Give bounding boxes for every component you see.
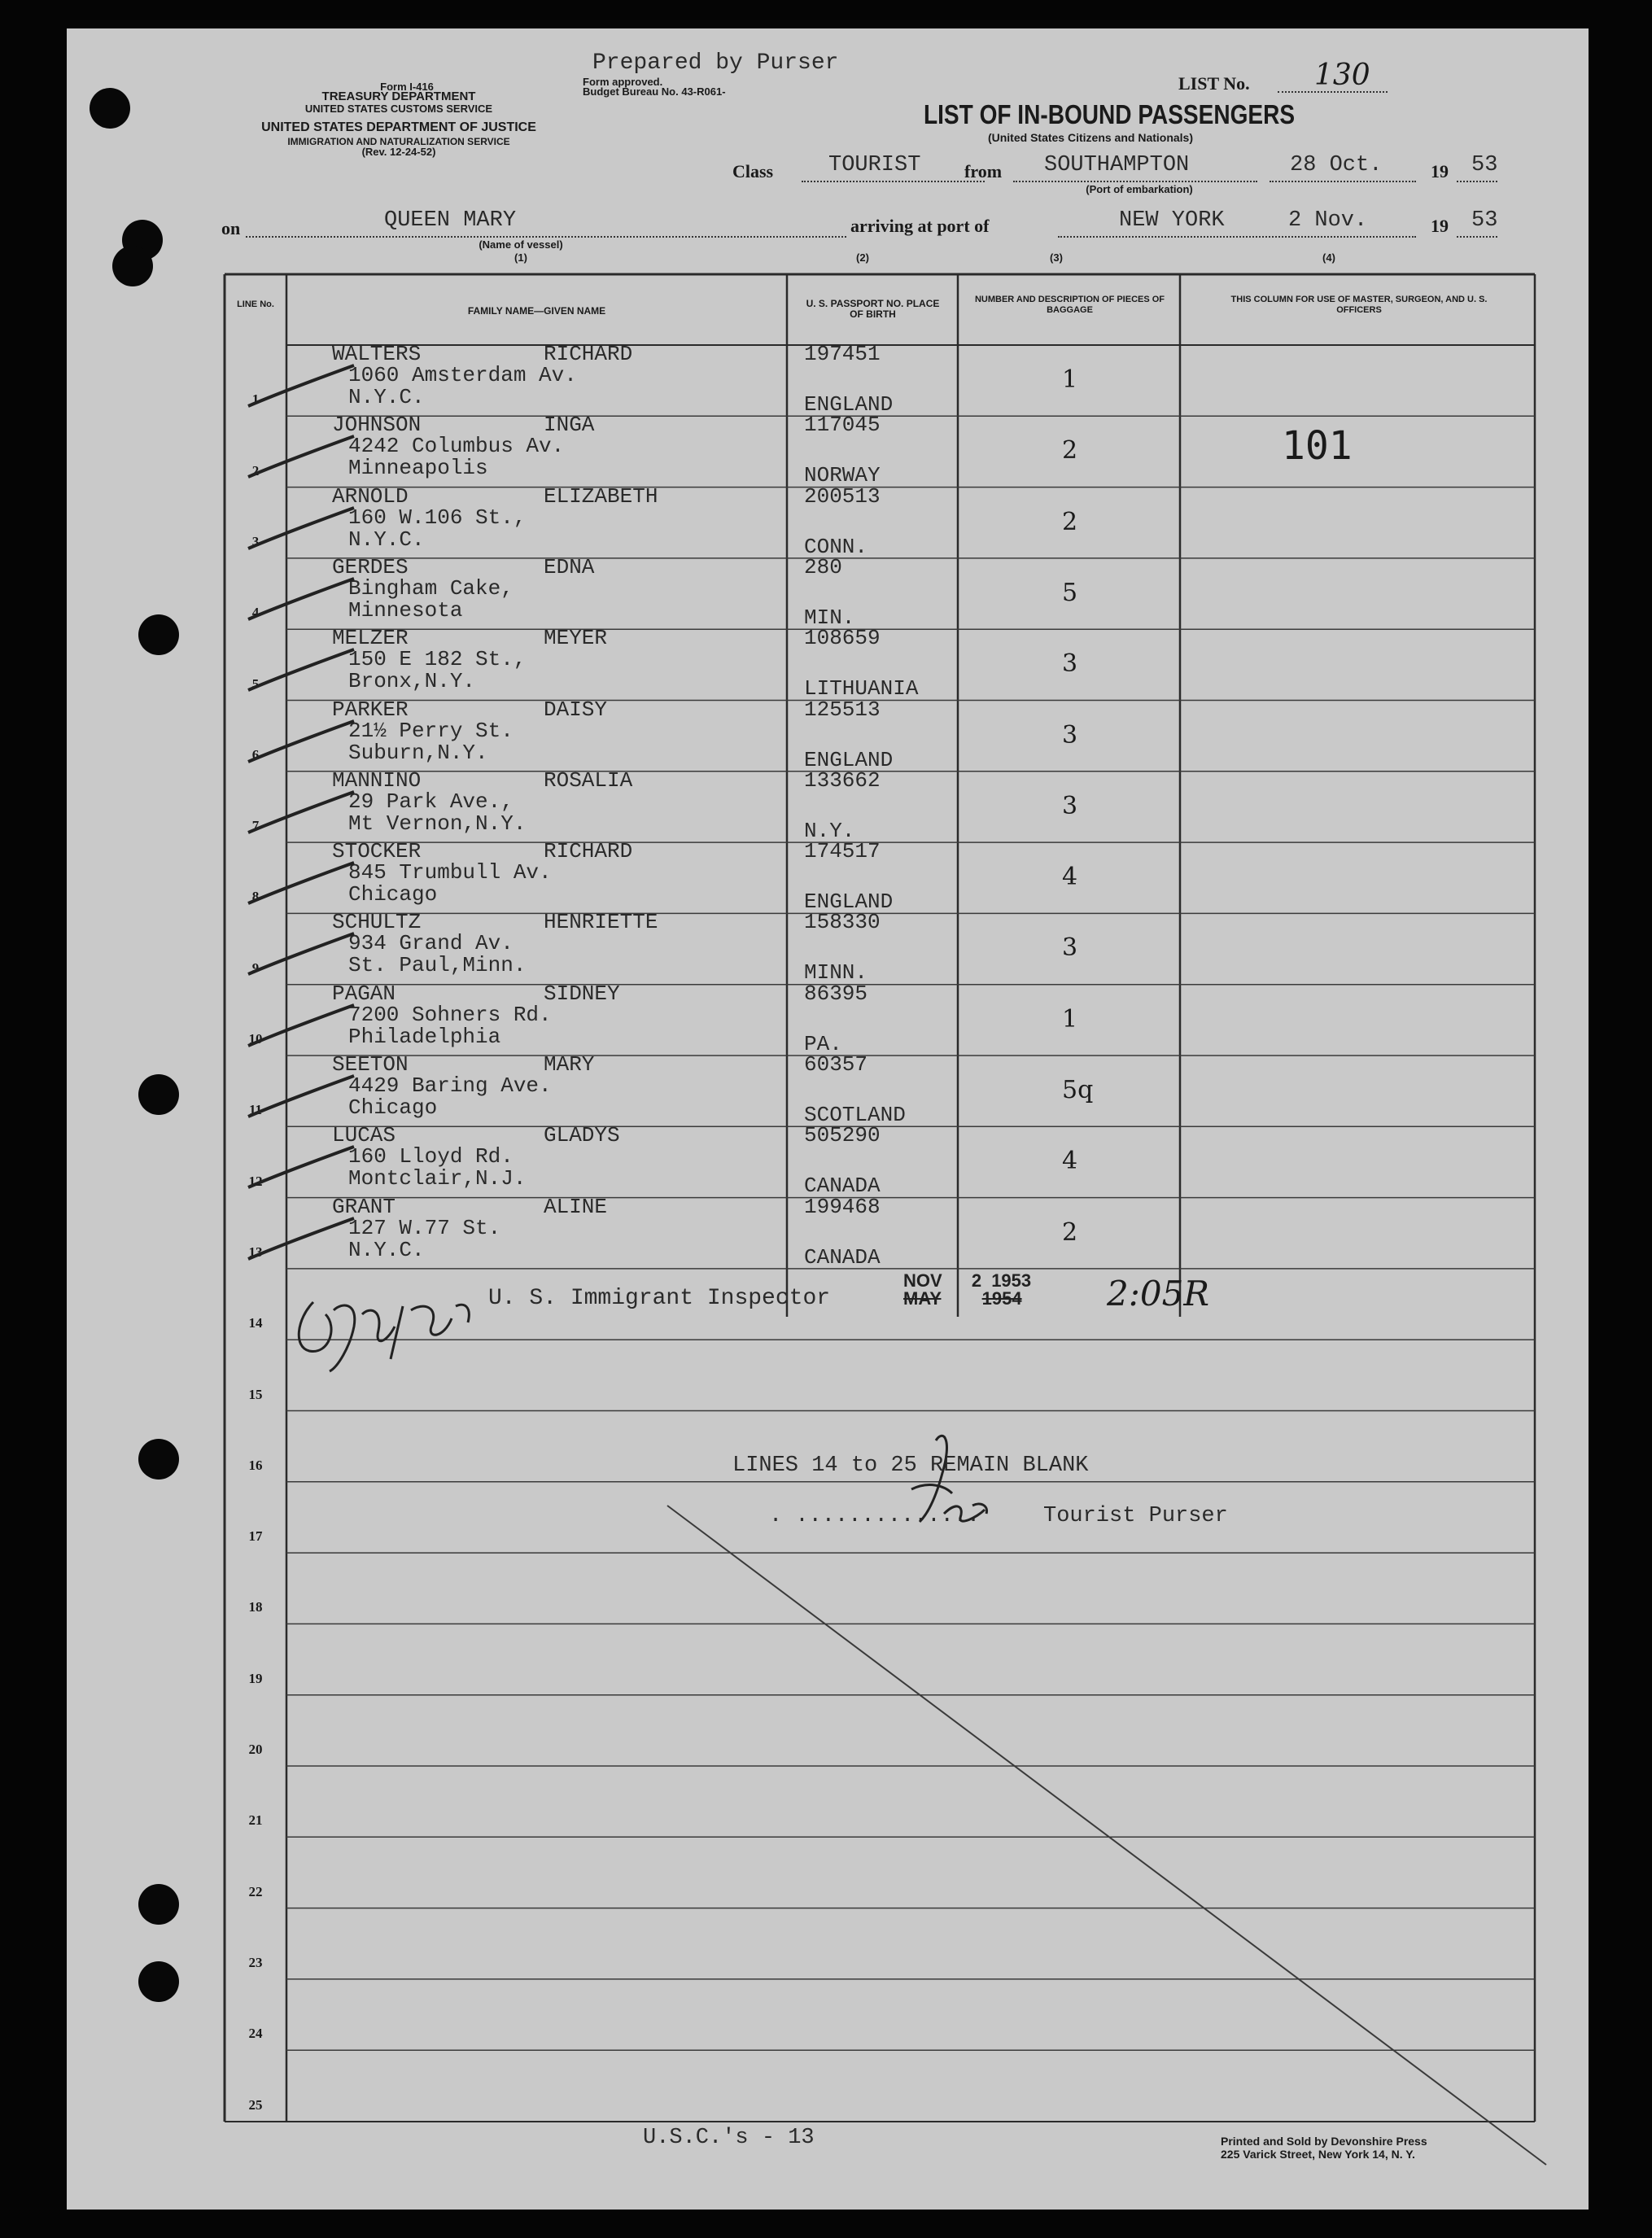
- arriving-label: arriving at port of: [850, 216, 990, 236]
- vessel-note: (Name of vessel): [479, 238, 563, 251]
- arrival-year-prefix: 19: [1431, 216, 1449, 236]
- arrival-year: 53: [1471, 208, 1498, 233]
- passenger-given-name: EDNA: [544, 554, 595, 579]
- check-mark-icon: [244, 1143, 358, 1191]
- passenger-given-name: MARY: [544, 1052, 595, 1077]
- passenger-address-line1: 160 W.106 St.,: [348, 505, 527, 530]
- embark-date: 28 Oct.: [1290, 153, 1383, 177]
- passenger-passport-no: 108659: [804, 626, 881, 651]
- passenger-family-name: LUCAS: [332, 1123, 396, 1148]
- passenger-address-line1: 150 E 182 St.,: [348, 647, 527, 672]
- line-number: 16: [248, 1457, 263, 1473]
- line-number: 4: [251, 605, 260, 621]
- passenger-given-name: MEYER: [544, 626, 608, 651]
- purser-dots: . ..............: [769, 1504, 981, 1528]
- arrival-port: NEW YORK: [1119, 208, 1225, 233]
- stamp-month: NOV: [903, 1270, 942, 1291]
- passenger-birthplace: ENGLAND: [804, 747, 894, 772]
- passenger-passport-no: 125513: [804, 697, 881, 722]
- prepared-by: Prepared by Purser: [592, 50, 839, 76]
- passenger-address-line2: N.Y.C.: [348, 1237, 425, 1262]
- line-number: 25: [248, 2096, 263, 2113]
- form-approved: Form approved.: [583, 76, 663, 88]
- date-stamp: [903, 1272, 1031, 1308]
- passenger-passport-no: 86395: [804, 981, 868, 1006]
- passenger-baggage-count: 3: [1062, 933, 1078, 963]
- passenger-baggage-count: 4: [1062, 1147, 1078, 1176]
- purser-signature-icon: [895, 1424, 1009, 1538]
- passenger-baggage-count: 3: [1062, 791, 1078, 820]
- passenger-baggage-count: 5q: [1062, 1076, 1094, 1104]
- passenger-birthplace: LITHUANIA: [804, 676, 919, 702]
- line-number: 18: [248, 1599, 263, 1615]
- passenger-passport-no: 60357: [804, 1052, 868, 1077]
- line-number: 8: [251, 889, 260, 905]
- form-code: U.S.C.'s - 13: [643, 2126, 815, 2150]
- passenger-address-line2: Minneapolis: [348, 456, 488, 481]
- passenger-birthplace: ENGLAND: [804, 392, 894, 417]
- passenger-given-name: GLADYS: [544, 1123, 620, 1148]
- line-number: 5: [251, 675, 260, 692]
- immigration-service: IMMIGRATION AND NATURALIZATION SERVICE: [287, 136, 510, 147]
- passenger-baggage-count: 3: [1062, 720, 1078, 750]
- passenger-given-name: HENRIETTE: [544, 910, 658, 935]
- treasury-department: TREASURY DEPARTMENT: [321, 90, 476, 103]
- check-mark-icon: [244, 717, 358, 766]
- check-mark-icon: [244, 575, 358, 623]
- blank-lines-note: LINES 14 to 25 REMAIN BLANK: [732, 1453, 1089, 1478]
- passenger-family-name: MELZER: [332, 626, 409, 651]
- stamp-strike-year: 1954: [981, 1288, 1022, 1309]
- passenger-given-name: ALINE: [544, 1194, 608, 1219]
- passenger-birthplace: PA.: [804, 1031, 842, 1056]
- form-number: Form I-416: [380, 81, 434, 93]
- line-number: 3: [251, 533, 260, 549]
- passenger-baggage-count: 3: [1062, 649, 1078, 679]
- passenger-birthplace: CANADA: [804, 1244, 881, 1270]
- passenger-given-name: RICHARD: [544, 839, 633, 864]
- passenger-address-line2: Suburn,N.Y.: [348, 740, 488, 765]
- customs-service: UNITED STATES CUSTOMS SERVICE: [304, 103, 493, 115]
- passenger-family-name: SCHULTZ: [332, 910, 422, 935]
- passenger-given-name: ELIZABETH: [544, 483, 658, 509]
- officer-mark: 101: [1282, 423, 1353, 469]
- form-title: LIST OF IN-BOUND PASSENGERS: [924, 99, 1296, 129]
- embark-year-prefix: 19: [1431, 161, 1449, 181]
- printer-line-1: Printed and Sold by Devonshire Press: [1221, 2135, 1427, 2148]
- inspector-signature-icon: [289, 1270, 484, 1375]
- embark-note: (Port of embarkation): [1086, 183, 1193, 195]
- class-label: Class: [732, 161, 774, 181]
- passenger-baggage-count: 1: [1062, 1004, 1078, 1034]
- passenger-address-line1: 21½ Perry St.: [348, 718, 514, 743]
- passenger-passport-no: 505290: [804, 1123, 881, 1148]
- check-mark-icon: [244, 432, 358, 481]
- passenger-address-line1: 160 Lloyd Rd.: [348, 1144, 514, 1169]
- passenger-baggage-count: 2: [1062, 436, 1078, 466]
- col-header-passport: U. S. PASSPORT NO. PLACE OF BIRTH: [806, 298, 940, 320]
- passenger-address-line1: 934 Grand Av.: [348, 931, 514, 956]
- passenger-address-line2: N.Y.C.: [348, 385, 425, 409]
- line-number: 11: [248, 1102, 263, 1118]
- passenger-baggage-count: 2: [1062, 1217, 1078, 1247]
- col-header-name: FAMILY NAME—GIVEN NAME: [467, 305, 606, 317]
- passenger-address-line2: Mt Vernon,N.Y.: [348, 811, 527, 836]
- passenger-family-name: PAGAN: [332, 981, 396, 1006]
- passenger-birthplace: N.Y.: [804, 818, 855, 843]
- passenger-given-name: INGA: [544, 413, 595, 438]
- justice-department: UNITED STATES DEPARTMENT OF JUSTICE: [261, 120, 536, 134]
- passenger-address-line2: Minnesota: [348, 597, 463, 623]
- vessel-name: QUEEN MARY: [384, 208, 517, 233]
- check-mark-icon: [244, 645, 358, 694]
- passenger-family-name: WALTERS: [332, 342, 422, 366]
- line-number: 13: [248, 1244, 263, 1260]
- line-number: 9: [251, 959, 260, 976]
- passenger-passport-no: 200513: [804, 483, 881, 509]
- check-mark-icon: [244, 1001, 358, 1050]
- line-number: 21: [248, 1812, 263, 1829]
- passenger-baggage-count: 2: [1062, 507, 1078, 536]
- passenger-family-name: ARNOLD: [332, 483, 409, 509]
- passenger-address-line2: Philadelphia: [348, 1024, 501, 1049]
- passenger-passport-no: 199468: [804, 1194, 881, 1219]
- line-number: 12: [248, 1173, 263, 1189]
- passenger-given-name: RICHARD: [544, 342, 633, 366]
- passenger-address-line1: 1060 Amsterdam Av.: [348, 363, 577, 387]
- line-number: 20: [248, 1742, 263, 1757]
- passenger-passport-no: 133662: [804, 767, 881, 793]
- col-header-line-no: LINE No.: [237, 299, 274, 309]
- passenger-address-line2: Chicago: [348, 1095, 438, 1120]
- class-value: TOURIST: [828, 153, 921, 177]
- passenger-passport-no: 280: [804, 554, 842, 579]
- budget-bureau: Budget Bureau No. 43-R061-: [583, 85, 726, 98]
- passenger-family-name: PARKER: [332, 697, 409, 722]
- col-header-baggage: NUMBER AND DESCRIPTION OF PIECES OF BAGGAGE: [974, 295, 1165, 315]
- col-header-officers: THIS COLUMN FOR USE OF MASTER, SURGEON, AND U. S. OFFICERS: [1230, 295, 1488, 315]
- passenger-address-line2: Bronx,N.Y.: [348, 669, 476, 694]
- line-number: 6: [251, 746, 260, 763]
- passenger-baggage-count: 1: [1062, 365, 1078, 394]
- line-number: 22: [248, 1883, 263, 1899]
- passenger-given-name: DAISY: [544, 697, 608, 722]
- revision: (Rev. 12-24-52): [361, 146, 436, 158]
- passenger-address-line1: 845 Trumbull Av.: [348, 860, 552, 885]
- check-mark-icon: [244, 929, 358, 978]
- line-number: 23: [248, 1954, 263, 1970]
- passenger-family-name: JOHNSON: [332, 413, 422, 438]
- check-mark-icon: [244, 1214, 358, 1263]
- passenger-baggage-count: 5: [1062, 578, 1078, 607]
- passenger-address-line1: 127 W.77 St.: [348, 1215, 501, 1240]
- line-number: 2: [251, 462, 260, 479]
- passenger-family-name: STOCKER: [332, 839, 422, 864]
- list-no-value: 130: [1314, 59, 1370, 92]
- check-mark-icon: [244, 504, 358, 553]
- passenger-address-line2: Montclair,N.J.: [348, 1166, 527, 1191]
- col-ref-1: (1): [514, 251, 527, 264]
- check-mark-icon: [244, 859, 358, 907]
- passenger-address-line2: St. Paul,Minn.: [348, 953, 527, 978]
- printer-line-2: 225 Varick Street, New York 14, N. Y.: [1221, 2148, 1415, 2161]
- col-ref-3: (3): [1050, 251, 1063, 264]
- list-no-label: LIST No.: [1178, 73, 1250, 94]
- passenger-address-line1: Bingham Cake,: [348, 575, 514, 601]
- passenger-passport-no: 197451: [804, 342, 881, 366]
- inspection-time: 2:05R: [1107, 1274, 1209, 1314]
- passenger-birthplace: NORWAY: [804, 463, 881, 488]
- check-mark-icon: [244, 788, 358, 837]
- passenger-address-line1: 29 Park Ave.,: [348, 789, 514, 814]
- stamp-day: 2: [971, 1270, 982, 1291]
- passenger-family-name: MANNINO: [332, 767, 422, 793]
- passenger-family-name: GRANT: [332, 1194, 396, 1219]
- passenger-address-line1: 7200 Sohners Rd.: [348, 1002, 552, 1027]
- passenger-birthplace: ENGLAND: [804, 890, 894, 915]
- stamp-year: 1953: [991, 1270, 1032, 1291]
- line-number: 1: [251, 391, 260, 408]
- passenger-address-line1: 4242 Columbus Av.: [348, 434, 565, 459]
- line-number: 15: [248, 1386, 263, 1402]
- passenger-passport-no: 117045: [804, 413, 881, 438]
- check-mark-icon: [244, 1072, 358, 1121]
- arrival-date: 2 Nov.: [1288, 208, 1368, 233]
- embark-port: SOUTHAMPTON: [1044, 153, 1190, 177]
- line-number: 7: [251, 818, 260, 834]
- inspector-label: U. S. Immigrant Inspector: [488, 1286, 831, 1311]
- passenger-address-line1: 4429 Baring Ave.: [348, 1073, 552, 1098]
- on-label: on: [221, 218, 241, 238]
- passenger-address-line2: Chicago: [348, 882, 438, 907]
- passenger-birthplace: MINN.: [804, 960, 868, 986]
- form-subtitle: (United States Citizens and Nationals): [987, 131, 1194, 144]
- from-label: from: [964, 161, 1003, 181]
- passenger-given-name: ROSALIA: [544, 767, 633, 793]
- passenger-birthplace: CONN.: [804, 534, 868, 559]
- passenger-birthplace: CANADA: [804, 1174, 881, 1199]
- line-number: 19: [248, 1670, 263, 1686]
- passenger-passport-no: 158330: [804, 910, 881, 935]
- embark-year: 53: [1471, 153, 1498, 177]
- passenger-birthplace: SCOTLAND: [804, 1103, 906, 1127]
- line-number: 14: [248, 1315, 263, 1331]
- passenger-baggage-count: 4: [1062, 863, 1078, 892]
- passenger-family-name: SEETON: [332, 1052, 409, 1077]
- stamp-strike-month: MAY: [903, 1288, 942, 1309]
- col-ref-4: (4): [1322, 251, 1335, 264]
- line-number: 24: [248, 2026, 263, 2042]
- col-ref-2: (2): [856, 251, 869, 264]
- line-number: 17: [248, 1528, 263, 1545]
- passenger-passport-no: 174517: [804, 839, 881, 864]
- passenger-birthplace: MIN.: [804, 605, 855, 630]
- passenger-address-line2: N.Y.C.: [348, 527, 425, 552]
- line-number: 10: [248, 1031, 263, 1047]
- purser-label: Tourist Purser: [1043, 1504, 1228, 1528]
- passenger-given-name: SIDNEY: [544, 981, 620, 1006]
- passenger-family-name: GERDES: [332, 554, 409, 579]
- check-mark-icon: [244, 361, 358, 410]
